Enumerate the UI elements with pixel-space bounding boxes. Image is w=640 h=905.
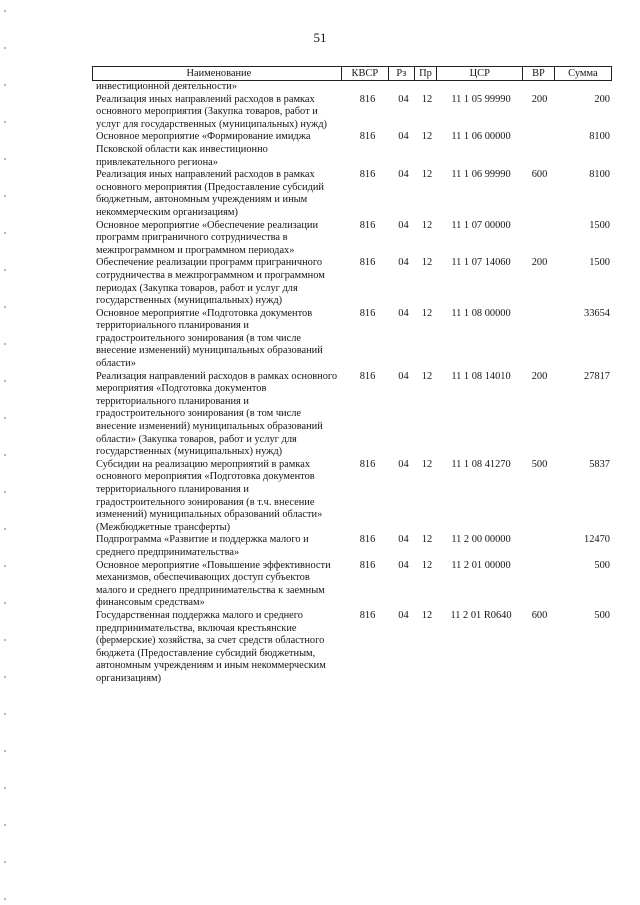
table-row: [92, 308, 612, 371]
scan-margin-dots: [4, 0, 6, 905]
header-kvsr: КВСР: [341, 67, 388, 80]
header-pr: Пр: [414, 67, 437, 80]
cell-sum: [555, 81, 612, 94]
cell-kvsr: 816: [359, 609, 376, 621]
cell-pr: 12: [421, 370, 433, 382]
cell-sum: 27817: [584, 370, 610, 382]
cell-name: Государственная поддержка малого и среднего предпринимательства, включая крестьянские (фермерские) хозяйства, за счет средств областного бюджета (Предоставление субсидий бюджетным, автономным учреждениям и иным некоммерческим организациям): [96, 609, 326, 684]
cell-kvsr: 816: [359, 559, 376, 571]
cell-name: Основное мероприятие «Формирование имиджа Псковской области как инвестиционно привлекательного региона»: [96, 131, 311, 168]
cell-pr: 12: [421, 93, 433, 105]
header-name: Наименование: [92, 67, 341, 80]
table-row: [92, 131, 612, 169]
cell-csr: 11 2 01 R0640: [450, 609, 512, 621]
cell-sum: 8100: [589, 169, 610, 181]
cell-name: Субсидии на реализацию мероприятий в рамках основного мероприятия «Подготовка документов территориального планирования и градостроительного зонирования (в т.ч. внесение изменений) муниципальных образований области» (Межбюджетные трансферты): [96, 458, 323, 533]
cell-pr: 12: [421, 219, 433, 231]
cell-rz: 04: [398, 370, 409, 382]
cell-kvsr: 816: [359, 307, 376, 319]
cell-csr: [438, 81, 524, 94]
cell-vr: 200: [531, 257, 548, 269]
cell-sum: 500: [594, 609, 610, 621]
cell-sum: 1500: [589, 257, 610, 269]
cell-kvsr: 816: [359, 458, 376, 470]
cell-vr: [524, 81, 555, 94]
cell-pr: 12: [421, 458, 433, 470]
cell-rz: 04: [398, 534, 409, 546]
cell-name: Реализация иных направлений расходов в рамках основного мероприятия (Предоставление субсидий бюджетным, автономным учреждениям и иным некоммерческим организациям): [96, 169, 324, 218]
cell-pr: 12: [421, 257, 433, 269]
cell-csr: 11 1 05 99990: [451, 93, 511, 105]
cell-vr: 500: [531, 458, 548, 470]
cell-name: Подпрограмма «Развитие и поддержка малого и среднего предпринимательства»: [96, 534, 309, 558]
cell-vr: [524, 220, 555, 258]
cell-name: Обеспечение реализации программ приграничного сотрудничества в межпрограммном и программном периодах (Закупка товаров, работ и услуг для государственных (муниципальных) нужд): [96, 257, 325, 307]
cell-sum: 33654: [584, 307, 610, 319]
cell-csr: 11 1 06 99990: [451, 169, 511, 181]
cell-pr: 12: [421, 169, 433, 181]
budget-table: [92, 66, 612, 686]
cell-kvsr: 816: [359, 93, 376, 105]
cell-rz: 04: [398, 609, 409, 621]
cell-pr: 12: [421, 609, 433, 621]
cell-sum: 200: [594, 93, 610, 105]
cell-kvsr: 816: [359, 131, 376, 143]
cell-csr: 11 2 00 00000: [451, 534, 511, 546]
header-rz: Рз: [388, 67, 414, 80]
cell-csr: 11 1 06 00000: [451, 131, 511, 143]
cell-rz: 04: [398, 219, 409, 231]
cell-vr: [524, 534, 555, 559]
cell-kvsr: 816: [359, 219, 376, 231]
cell-csr: 11 1 07 14060: [451, 257, 511, 269]
cell-sum: 500: [594, 559, 610, 571]
cell-pr: 12: [421, 559, 433, 571]
cell-csr: 11 1 08 14010: [451, 370, 511, 382]
cell-rz: 04: [398, 307, 409, 319]
cell-name: Реализация направлений расходов в рамках основного мероприятия «Подготовка документов территориального планирования и градостроительного зонирования (в том числе внесение изменений) муниципальных образований области» (Закупка товаров, работ и услуг для государственных (муниципальных) нужд): [96, 370, 338, 458]
cell-name: Реализация иных направлений расходов в рамках основного мероприятия (Закупка товаров, работ и услуг для государственных (муниципальных) нужд): [96, 93, 327, 130]
table-row: [92, 610, 612, 686]
cell-sum: 12470: [584, 534, 610, 546]
cell-kvsr: 816: [359, 534, 376, 546]
cell-vr: [524, 560, 555, 610]
cell-kvsr: 816: [359, 169, 376, 181]
cell-name: Основное мероприятие «Подготовка документов территориального планирования и градостроительного зонирования (в том числе внесение изменений) муниципальных образований области»: [96, 307, 323, 370]
cell-rz: 04: [398, 131, 409, 143]
table-row: [92, 169, 612, 219]
cell-pr: 12: [421, 307, 433, 319]
cell-kvsr: [344, 81, 391, 94]
cell-pr: 12: [421, 534, 433, 546]
cell-name: Основное мероприятие «Обеспечение реализации программ приграничного сотрудничества в межпрограммном и программном периодах»: [96, 219, 319, 256]
table-row: [92, 459, 612, 535]
table-row: [92, 94, 612, 132]
page-number: 51: [313, 30, 327, 45]
cell-csr: 11 1 08 00000: [451, 307, 511, 319]
cell-rz: [391, 81, 416, 94]
header-csr: ЦСР: [436, 67, 522, 80]
cell-rz: 04: [398, 458, 409, 470]
cell-rz: 04: [398, 93, 409, 105]
cell-csr: 11 1 08 41270: [451, 458, 511, 470]
table-row: [92, 220, 612, 258]
cell-pr: [416, 81, 438, 94]
cell-vr: 600: [531, 609, 548, 621]
cell-vr: 600: [531, 169, 548, 181]
header-sum: Сумма: [554, 67, 612, 80]
cell-vr: 200: [531, 370, 548, 382]
cell-csr: 11 2 01 00000: [451, 559, 511, 571]
cell-vr: [524, 308, 555, 371]
table-row: [92, 560, 612, 610]
cell-pr: 12: [421, 131, 433, 143]
cell-vr: [524, 131, 555, 169]
table-row: [92, 534, 612, 559]
cell-sum: 1500: [589, 219, 610, 231]
cell-csr: 11 1 07 00000: [451, 219, 511, 231]
cell-rz: 04: [398, 559, 409, 571]
cell-sum: 5837: [589, 458, 610, 470]
cell-rz: 04: [398, 169, 409, 181]
cell-kvsr: 816: [359, 257, 376, 269]
table-row: [92, 81, 612, 94]
table-row: [92, 257, 612, 307]
header-vr: ВР: [522, 67, 554, 80]
cell-sum: 8100: [589, 131, 610, 143]
table-row: [92, 371, 612, 459]
cell-rz: 04: [398, 257, 409, 269]
cell-kvsr: 816: [359, 370, 376, 382]
table-header: [92, 66, 612, 81]
cell-vr: 200: [531, 93, 548, 105]
cell-name: инвестиционной деятельности»: [96, 81, 238, 92]
cell-name: Основное мероприятие «Повышение эффективности механизмов, обеспечивающих доступ субъектов малого и среднего предпринимательства к заемным финансовым средствам»: [96, 559, 331, 609]
